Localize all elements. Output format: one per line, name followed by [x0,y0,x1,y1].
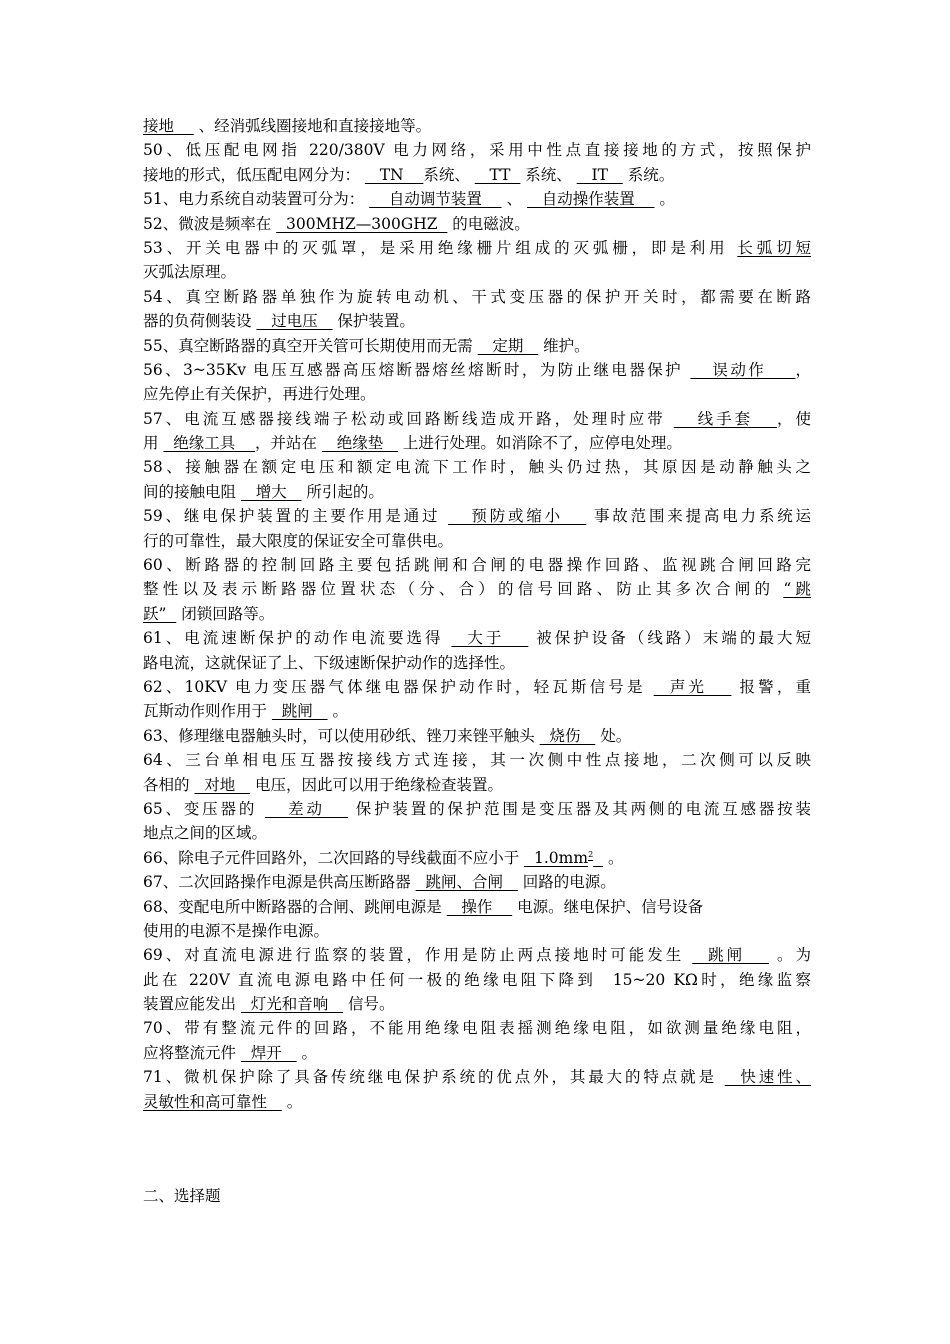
text-segment: 间的接触电阻 [143,482,241,501]
text-segment: 。为 [769,946,811,965]
text-line [143,1090,811,1114]
text-line [143,529,811,553]
text-line [143,236,811,260]
answer-blank: 灵敏性和高可靠性 [143,1092,282,1111]
text-segment: 60、断路器的控制回路主要包括跳闸和合闸的电器操作回路、监视跳合闸回路完 [143,556,811,575]
text-line [143,846,811,870]
text-line [143,358,811,382]
text-line [143,553,811,577]
text-segment: 51、电力系统自动装置可分为： [143,190,370,209]
text-line [143,163,811,187]
text-line [143,773,811,797]
answer-blank: 自动操作装置 [526,190,655,209]
text-segment: 。 [603,848,624,867]
text-segment: 瓦斯动作则作用于 [143,702,272,721]
text-segment: 、 [501,190,527,209]
answer-blank: 增大 [240,482,302,501]
text-segment: 、经消弧线圈接地和直接接地等。 [193,117,432,135]
text-segment: 电源。继电保护、信号设备 [512,897,704,916]
text-line [143,870,811,894]
text-segment: 闭锁回路等。 [176,604,275,623]
text-segment: 装置应能发出 [143,995,241,1014]
text-segment: 回路的电源。 [517,873,616,892]
text-segment: 。 [296,1043,318,1062]
answer-blank: 预防或缩小 [448,507,587,526]
text-segment: 65、变压器的 [143,799,265,818]
text-segment: 事故范围来提高电力系统运 [586,507,812,526]
text-segment: 63、修理继电器触头时，可以使用砂纸、锉刀来锉平触头 [143,726,540,745]
text-segment: 53、开关电器中的灭弧罩，是采用绝缘栅片组成的灭弧栅，即是利用 [143,238,738,257]
answer-blank: 过电压 [256,312,333,331]
text-segment: 整性以及表示断路器位置状态（分、合）的信号回路、防止其多次合闸的 [143,580,784,599]
text-segment: 路电流，这就保证了上、下级速断保护动作的选择性。 [143,653,516,672]
text-line [143,797,811,821]
document-body [143,114,811,1114]
answer-blank: 误动作 [690,360,796,379]
text-segment: 68、变配电所中断路器的合闸、跳闸电源是 [143,897,447,916]
text-segment: 61、电流速断保护的动作电流要选得 [143,629,452,648]
text-segment: 保护装置的保护范围是变压器及其两侧的电流互感器按装 [348,799,812,818]
text-line [143,382,811,406]
answer-blank: IT [576,165,623,184]
answer-blank: 300MHZ—300GHZ [276,214,448,233]
text-segment: 接地的形式，低压配电网分为： [143,165,365,184]
text-line [143,943,811,967]
text-segment: 各相的 [143,775,195,794]
answer-blank: 操作 [446,897,513,916]
text-line [143,577,811,601]
text-segment: 。 [327,702,349,721]
answer-blank: 长弧切短 [737,238,811,257]
text-line [143,699,811,723]
text-segment: 系统、 [520,165,577,184]
text-segment: 器的负荷侧装设 [143,312,257,331]
text-segment: 电压，因此可以用于绝缘检查装置。 [250,775,504,794]
text-line [143,821,811,845]
text-segment: 报警，重 [731,677,811,696]
text-line [143,1041,811,1065]
answer-blank: 2 [588,849,594,859]
text-segment: 。 [281,1092,303,1111]
text-segment: 系统、 [423,165,475,184]
text-segment: 使用的电源不是操作电源。 [143,921,330,940]
text-line [143,651,811,675]
answer-blank: 绝缘垫 [321,434,398,453]
text-segment: 59、继电保护装置的主要作用是通过 [143,507,449,526]
text-line [143,334,811,358]
text-segment: 应先停止有关保护，再进行处理。 [143,385,376,404]
text-line [143,431,811,455]
answer-blank: “跳 [783,580,811,599]
text-line [143,285,811,309]
text-segment: 56、3~35Kv 电压互感器高压熔断器熔丝熔断时，为防止继电器保护 [143,360,691,379]
text-segment: 所引起的。 [301,482,384,501]
text-line [143,1016,811,1040]
answer-blank: TN [364,165,424,184]
text-segment: 此在 220V 直流电源电路中任何一极的绝缘电阻下降到 15~20 KΩ时，绝缘监察 [143,970,811,989]
text-segment: 67、二次回路操作电源是供高压断路器 [143,873,416,892]
text-segment: 66、除电子元件回路外，二次回路的导线截面不应小于 [143,848,525,867]
answer-blank: 跃” [143,604,177,623]
text-line [143,407,811,431]
answer-blank: 差动 [264,799,349,818]
text-segment: 的电磁波。 [447,214,530,233]
answer-blank: 快速性、 [724,1068,811,1087]
text-segment: 50、低压配电网指 220/380V 电力网络，采用中性点直接接地的方式，按照保护 [143,141,811,160]
text-line [143,260,811,284]
text-line [143,138,811,162]
text-line [143,1065,811,1089]
text-segment: 69、对直流电源进行监察的装置，作用是防止两点接地时可能发生 [143,946,693,965]
text-line [143,187,811,211]
answer-blank: 线手套 [673,409,777,428]
text-segment: 58、接触器在额定电压和额定电流下工作时，触头仍过热，其原因是动静触头之 [143,458,811,477]
answer-blank: 跳闸、合闸 [415,873,518,892]
answer-blank: 自动调节装置 [369,190,502,209]
answer-blank [593,849,603,867]
text-segment: 64、三台单相电压互器按接线方式连接，其一次侧中性点接地，二次侧可以反映 [143,751,811,770]
text-line [143,968,811,992]
text-segment: 71、微机保护除了具备传统继电保护系统的优点外，其最大的特点就是 [143,1068,725,1087]
text-line [143,480,811,504]
text-segment: ，并站在 [255,434,322,453]
answer-blank [174,117,194,135]
answer-blank: 绝缘工具 [163,434,255,453]
answer-blank: 大于 [451,629,529,648]
answer-blank: 烧伤 [539,726,596,745]
answer-blank: 跳闸 [692,946,770,965]
text-line [143,724,811,748]
answer-blank: 定期 [477,336,539,355]
answer-blank: 灯光和音响 [240,995,344,1014]
text-segment: 处。 [595,726,632,745]
answer-blank: 接地 [143,117,175,135]
text-segment: 54、真空断路器单独作为旋转电动机、干式变压器的保护开关时，都需要在断路 [143,287,811,306]
text-segment: 行的可靠性，最大限度的保证安全可靠供电。 [143,531,454,550]
text-segment: 系统。 [622,165,675,184]
text-segment: 信号。 [343,995,395,1014]
text-segment: 52、微波是频率在 [143,214,277,233]
text-segment: 用 [143,434,164,453]
text-segment: 70、带有整流元件的回路，不能用绝缘电阻表摇测绝缘电阻，如欲测量绝缘电阻， [143,1019,811,1038]
text-segment: 灭弧法原理。 [143,263,237,282]
text-segment: 55、真空断路器的真空开关管可长期使用而无需 [143,336,478,355]
text-line [143,992,811,1016]
section-title: 二、选择题 [143,1187,221,1205]
text-line [143,895,811,919]
text-segment: 应将整流元件 [143,1043,241,1062]
text-segment: 保护装置。 [332,312,415,331]
text-segment: 被保护设备（线路）末端的最大短 [528,629,812,648]
text-line [143,602,811,626]
answer-blank: 跳闸 [271,702,328,721]
text-line [143,675,811,699]
answer-blank: 声光 [653,677,732,696]
text-line [143,626,811,650]
text-segment: ， [795,360,811,379]
text-line [143,309,811,333]
answer-blank: 焊开 [240,1043,297,1062]
text-segment: ，使 [776,409,812,428]
text-segment: 维护。 [538,336,590,355]
text-segment: 地点之间的区域。 [143,824,268,843]
text-segment: 62、10KV 电力变压器气体继电器保护动作时，轻瓦斯信号是 [143,677,654,696]
text-line [143,748,811,772]
text-segment: 上进行处理。如消除不了，应停电处理。 [398,434,682,453]
answer-blank: 对地 [194,775,251,794]
text-line [143,455,811,479]
text-line [143,212,811,236]
answer-blank: TT [474,165,521,184]
text-segment: 。 [654,190,675,209]
answer-blank: 1.0mm [524,848,589,867]
text-line [143,919,811,943]
text-line [143,114,811,138]
text-line [143,504,811,528]
text-segment: 57、电流互感器接线端子松动或回路断线造成开路，处理时应带 [143,409,674,428]
